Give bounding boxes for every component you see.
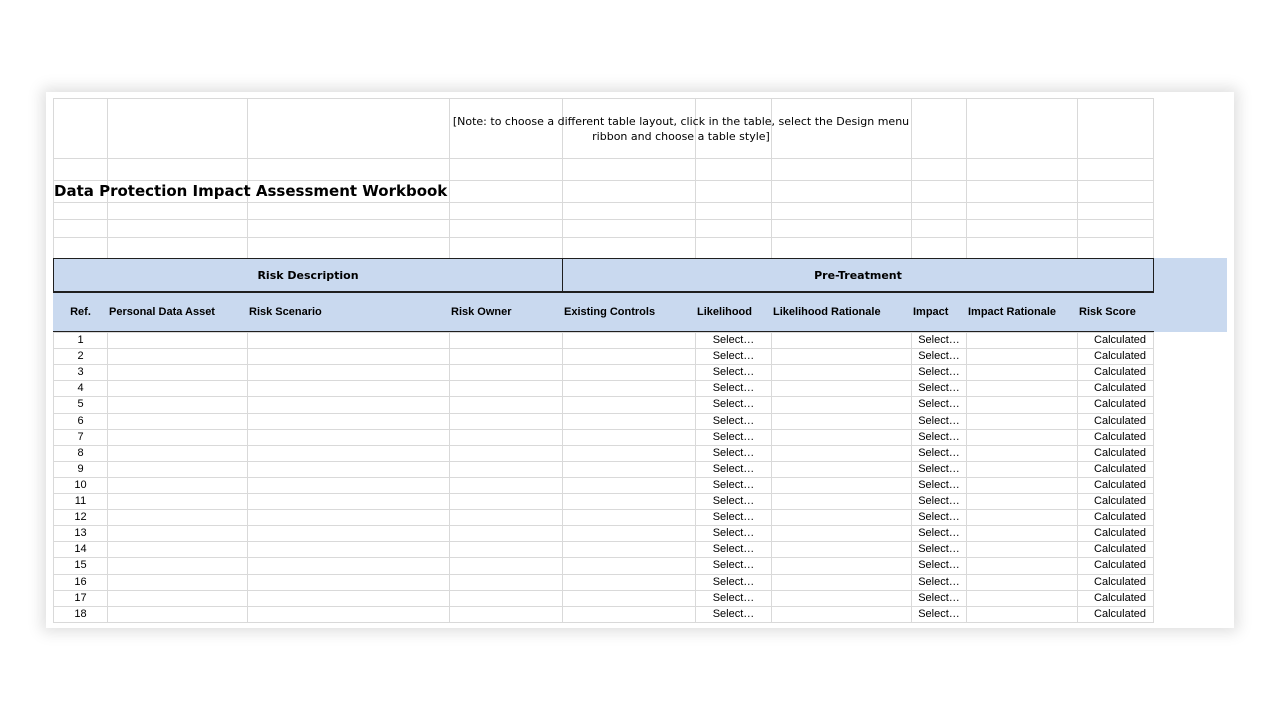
gridline [53, 348, 1154, 349]
impact-select[interactable]: Select… [918, 447, 960, 459]
cell-grid [46, 92, 1234, 628]
likelihood-select[interactable]: Select… [712, 559, 755, 571]
likelihood-select[interactable]: Select… [712, 447, 755, 459]
risk-score-cell: Calculated [1094, 576, 1146, 588]
gridline [449, 332, 450, 622]
gridline [53, 606, 1154, 607]
risk-score-cell: Calculated [1094, 559, 1146, 571]
gridline [53, 98, 1154, 99]
impact-select[interactable]: Select… [918, 431, 960, 443]
impact-select[interactable]: Select… [918, 559, 960, 571]
workbook-title: Data Protection Impact Assessment Workbook [54, 182, 448, 200]
gridline [53, 158, 1154, 159]
gridline [53, 413, 1154, 414]
impact-select[interactable]: Select… [918, 543, 960, 555]
risk-score-cell: Calculated [1094, 608, 1146, 620]
gridline [53, 509, 1154, 510]
worksheet [46, 92, 1234, 628]
likelihood-select[interactable]: Select… [712, 366, 755, 378]
ref-cell: 4 [77, 382, 84, 394]
impact-select[interactable]: Select… [918, 527, 960, 539]
ref-cell: 2 [77, 350, 84, 362]
ref-cell: 13 [74, 527, 87, 539]
gridline [53, 622, 1154, 623]
gridline [53, 477, 1154, 478]
likelihood-select[interactable]: Select… [712, 463, 755, 475]
col-header-impact-rationale[interactable]: Impact Rationale [966, 292, 1078, 332]
impact-select[interactable]: Select… [918, 592, 960, 604]
impact-select[interactable]: Select… [918, 608, 960, 620]
ref-cell: 17 [74, 592, 87, 604]
likelihood-select[interactable]: Select… [712, 431, 755, 443]
risk-score-cell: Calculated [1094, 398, 1146, 410]
risk-score-cell: Calculated [1094, 511, 1146, 523]
gridline [562, 332, 563, 622]
likelihood-select[interactable]: Select… [712, 495, 755, 507]
ref-cell: 6 [77, 415, 84, 427]
col-header-personal-data-asset[interactable]: Personal Data Asset [107, 292, 248, 332]
risk-score-cell: Calculated [1094, 479, 1146, 491]
gridline [53, 380, 1154, 381]
likelihood-select[interactable]: Select… [712, 527, 755, 539]
gridline [53, 98, 54, 258]
ref-cell: 1 [77, 334, 84, 346]
impact-select[interactable]: Select… [918, 398, 960, 410]
impact-select[interactable]: Select… [918, 511, 960, 523]
ref-cell: 9 [77, 463, 84, 475]
ref-cell: 5 [77, 398, 84, 410]
ref-cell: 3 [77, 366, 84, 378]
impact-select[interactable]: Select… [918, 366, 960, 378]
gridline [53, 525, 1154, 526]
col-header-likelihood[interactable]: Likelihood [695, 292, 772, 332]
impact-select[interactable]: Select… [918, 415, 960, 427]
gridline [53, 590, 1154, 591]
col-header-existing-controls[interactable]: Existing Controls [562, 292, 696, 332]
gridline [53, 541, 1154, 542]
col-header-impact[interactable]: Impact [911, 292, 967, 332]
likelihood-select[interactable]: Select… [712, 398, 755, 410]
ref-cell: 16 [74, 576, 87, 588]
likelihood-select[interactable]: Select… [712, 511, 755, 523]
risk-score-cell: Calculated [1094, 527, 1146, 539]
col-header-risk-owner[interactable]: Risk Owner [449, 292, 563, 332]
likelihood-select[interactable]: Select… [712, 592, 755, 604]
likelihood-select[interactable]: Select… [712, 350, 755, 362]
risk-score-cell: Calculated [1094, 415, 1146, 427]
gridline [53, 396, 1154, 397]
impact-select[interactable]: Select… [918, 463, 960, 475]
gridline [247, 332, 248, 622]
risk-score-cell: Calculated [1094, 495, 1146, 507]
impact-select[interactable]: Select… [918, 382, 960, 394]
likelihood-select[interactable]: Select… [712, 334, 755, 346]
likelihood-select[interactable]: Select… [712, 543, 755, 555]
likelihood-select[interactable]: Select… [712, 479, 755, 491]
ref-cell: 12 [74, 511, 87, 523]
risk-score-cell: Calculated [1094, 543, 1146, 555]
gridline [966, 98, 967, 258]
impact-select[interactable]: Select… [918, 334, 960, 346]
risk-score-cell: Calculated [1094, 447, 1146, 459]
gridline [53, 180, 1154, 181]
gridline [53, 493, 1154, 494]
gridline [53, 461, 1154, 462]
group-pre-treatment[interactable]: Pre-Treatment [562, 258, 1154, 292]
ref-cell: 18 [74, 608, 87, 620]
gridline [53, 332, 1154, 333]
gridline [53, 429, 1154, 430]
ref-cell: 8 [77, 447, 84, 459]
risk-score-cell: Calculated [1094, 350, 1146, 362]
ref-cell: 7 [77, 431, 84, 443]
risk-score-cell: Calculated [1094, 431, 1146, 443]
gridline [53, 574, 1154, 575]
ref-cell: 11 [74, 495, 87, 507]
gridline [53, 202, 1154, 203]
ref-cell: 10 [74, 479, 87, 491]
risk-score-cell: Calculated [1094, 382, 1146, 394]
gridline [53, 219, 1154, 220]
col-header-ref[interactable]: Ref. [53, 292, 108, 332]
gridline [1153, 332, 1154, 622]
col-header-risk-scenario[interactable]: Risk Scenario [247, 292, 451, 332]
ref-cell: 15 [74, 559, 87, 571]
gridline [247, 98, 248, 258]
likelihood-select[interactable]: Select… [712, 576, 755, 588]
gridline [53, 364, 1154, 365]
col-header-risk-score[interactable]: Risk Score [1077, 292, 1154, 332]
impact-select[interactable]: Select… [918, 495, 960, 507]
gridline [53, 557, 1154, 558]
col-header-likelihood-rationale[interactable]: Likelihood Rationale [771, 292, 912, 332]
likelihood-select[interactable]: Select… [712, 608, 755, 620]
gridline [53, 445, 1154, 446]
impact-select[interactable]: Select… [918, 350, 960, 362]
impact-select[interactable]: Select… [918, 479, 960, 491]
gridline [107, 98, 108, 258]
likelihood-select[interactable]: Select… [712, 415, 755, 427]
risk-score-cell: Calculated [1094, 463, 1146, 475]
gridline [1153, 98, 1154, 258]
risk-score-cell: Calculated [1094, 366, 1146, 378]
impact-select[interactable]: Select… [918, 576, 960, 588]
table-style-note: [Note: to choose a different table layout, click in the table, select the Design menu ribbon and choose a table style] [452, 115, 910, 143]
group-risk-description[interactable]: Risk Description [53, 258, 563, 292]
likelihood-select[interactable]: Select… [712, 382, 755, 394]
ref-cell: 14 [74, 543, 87, 555]
gridline [1077, 98, 1078, 258]
gridline [53, 237, 1154, 238]
risk-score-cell: Calculated [1094, 334, 1146, 346]
risk-score-cell: Calculated [1094, 592, 1146, 604]
